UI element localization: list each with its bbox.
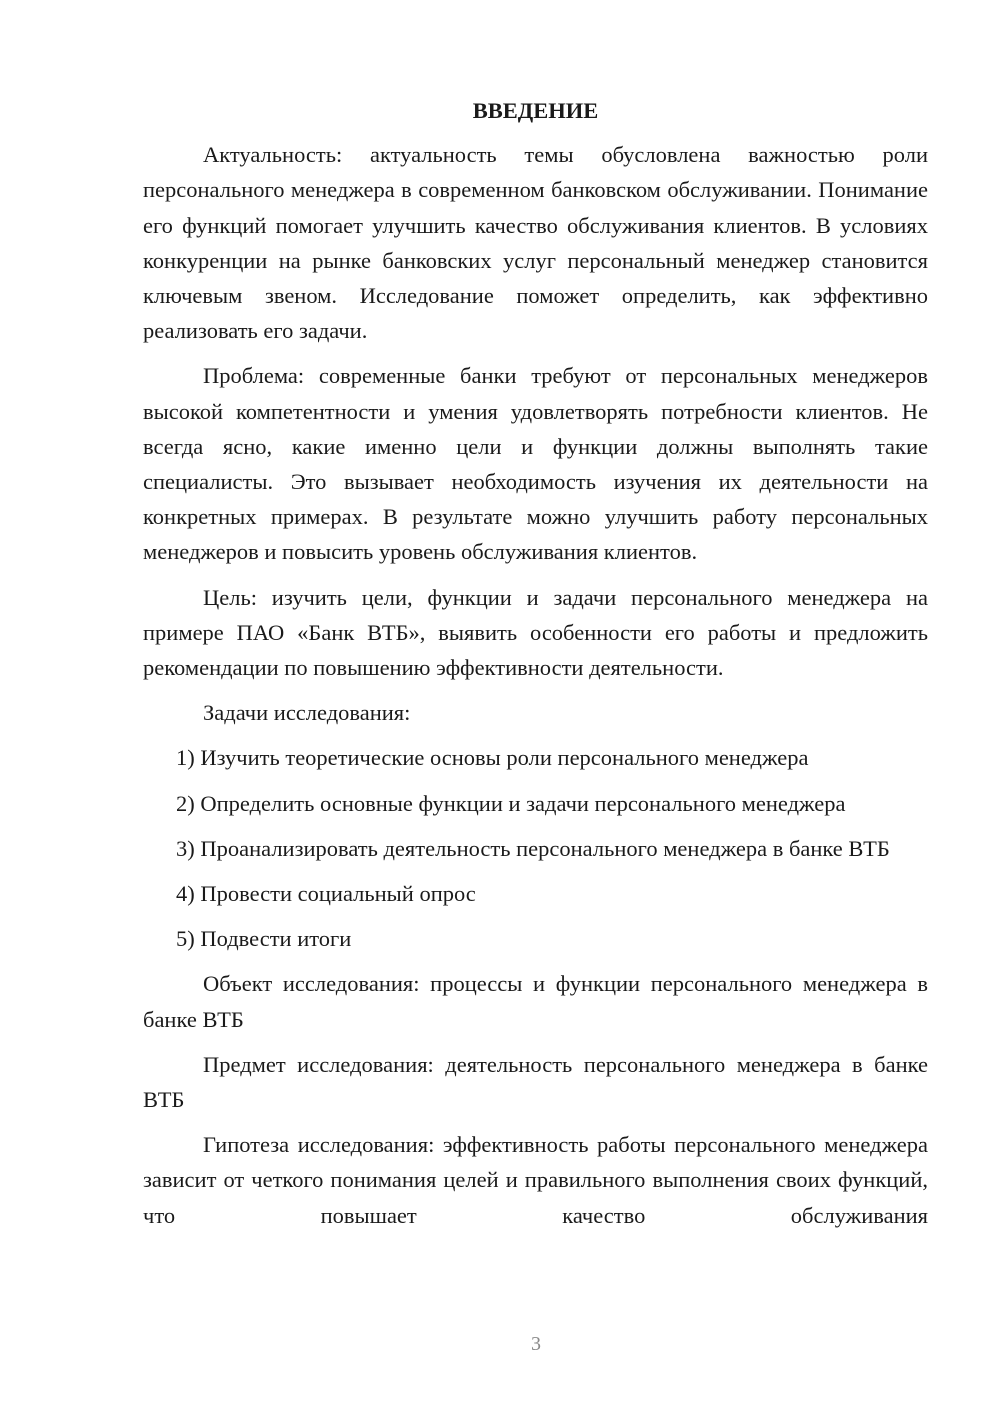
task-item-2: 2) Определить основные функции и задачи персонального менеджера xyxy=(176,790,846,816)
task-item-1: 1) Изучить теоретические основы роли персонального менеджера xyxy=(176,745,809,771)
paragraph-goal: Цель: изучить цели, функции и задачи персонального менеджера на примере ПАО «Банк ВТБ», выявить особенности его работы и предложить рекомендации по повышению эффективности деятельности. xyxy=(143,584,928,681)
paragraph-problem: Проблема: современные банки требуют от персональных менеджеров высокой компетентности и умения удовлетворять потребности клиентов. Не всегда ясно, какие именно цели и функции должны выполнять такие специалисты. Это вызывает необходимость изучения их деятельности на конкретных примерах. В результате можно улучшить работу персональных менеджеров и повысить уровень обслуживания клиентов. xyxy=(143,363,928,565)
task-item-5: 5) Подвести итоги xyxy=(176,926,352,952)
paragraph-hypothesis: Гипотеза исследования: эффективность работы персонального менеджера зависит от четкого понимания целей и правильного выполнения своих функций, что повышает качество обслуживания xyxy=(143,1132,928,1228)
page-number: 3 xyxy=(531,1333,541,1355)
paragraph-object: Объект исследования: процессы и функции персонального менеджера в банке ВТБ xyxy=(143,971,928,1032)
page-content xyxy=(143,93,928,1243)
section-heading: ВВЕДЕНИЕ xyxy=(472,98,599,123)
paragraph-subject: Предмет исследования: деятельность персонального менеджера в банке ВТБ xyxy=(143,1051,928,1113)
paragraph-tasks-title: Задачи исследования: xyxy=(203,700,411,726)
task-item-4: 4) Провести социальный опрос xyxy=(176,881,476,907)
paragraph-relevance: Актуальность: актуальность темы обусловлена важностью роли персонального менеджера в современном банковском обслуживании. Понимание его функций помогает улучшить качество обслуживания клиентов. В условиях конкуренции на рынке банковских услуг персональный менеджер становится ключевым звеном. Исследование поможет определить, как эффективно реализовать его задачи. xyxy=(143,142,928,344)
task-item-3: 3) Проанализировать деятельность персонального менеджера в банке ВТБ xyxy=(176,835,890,861)
